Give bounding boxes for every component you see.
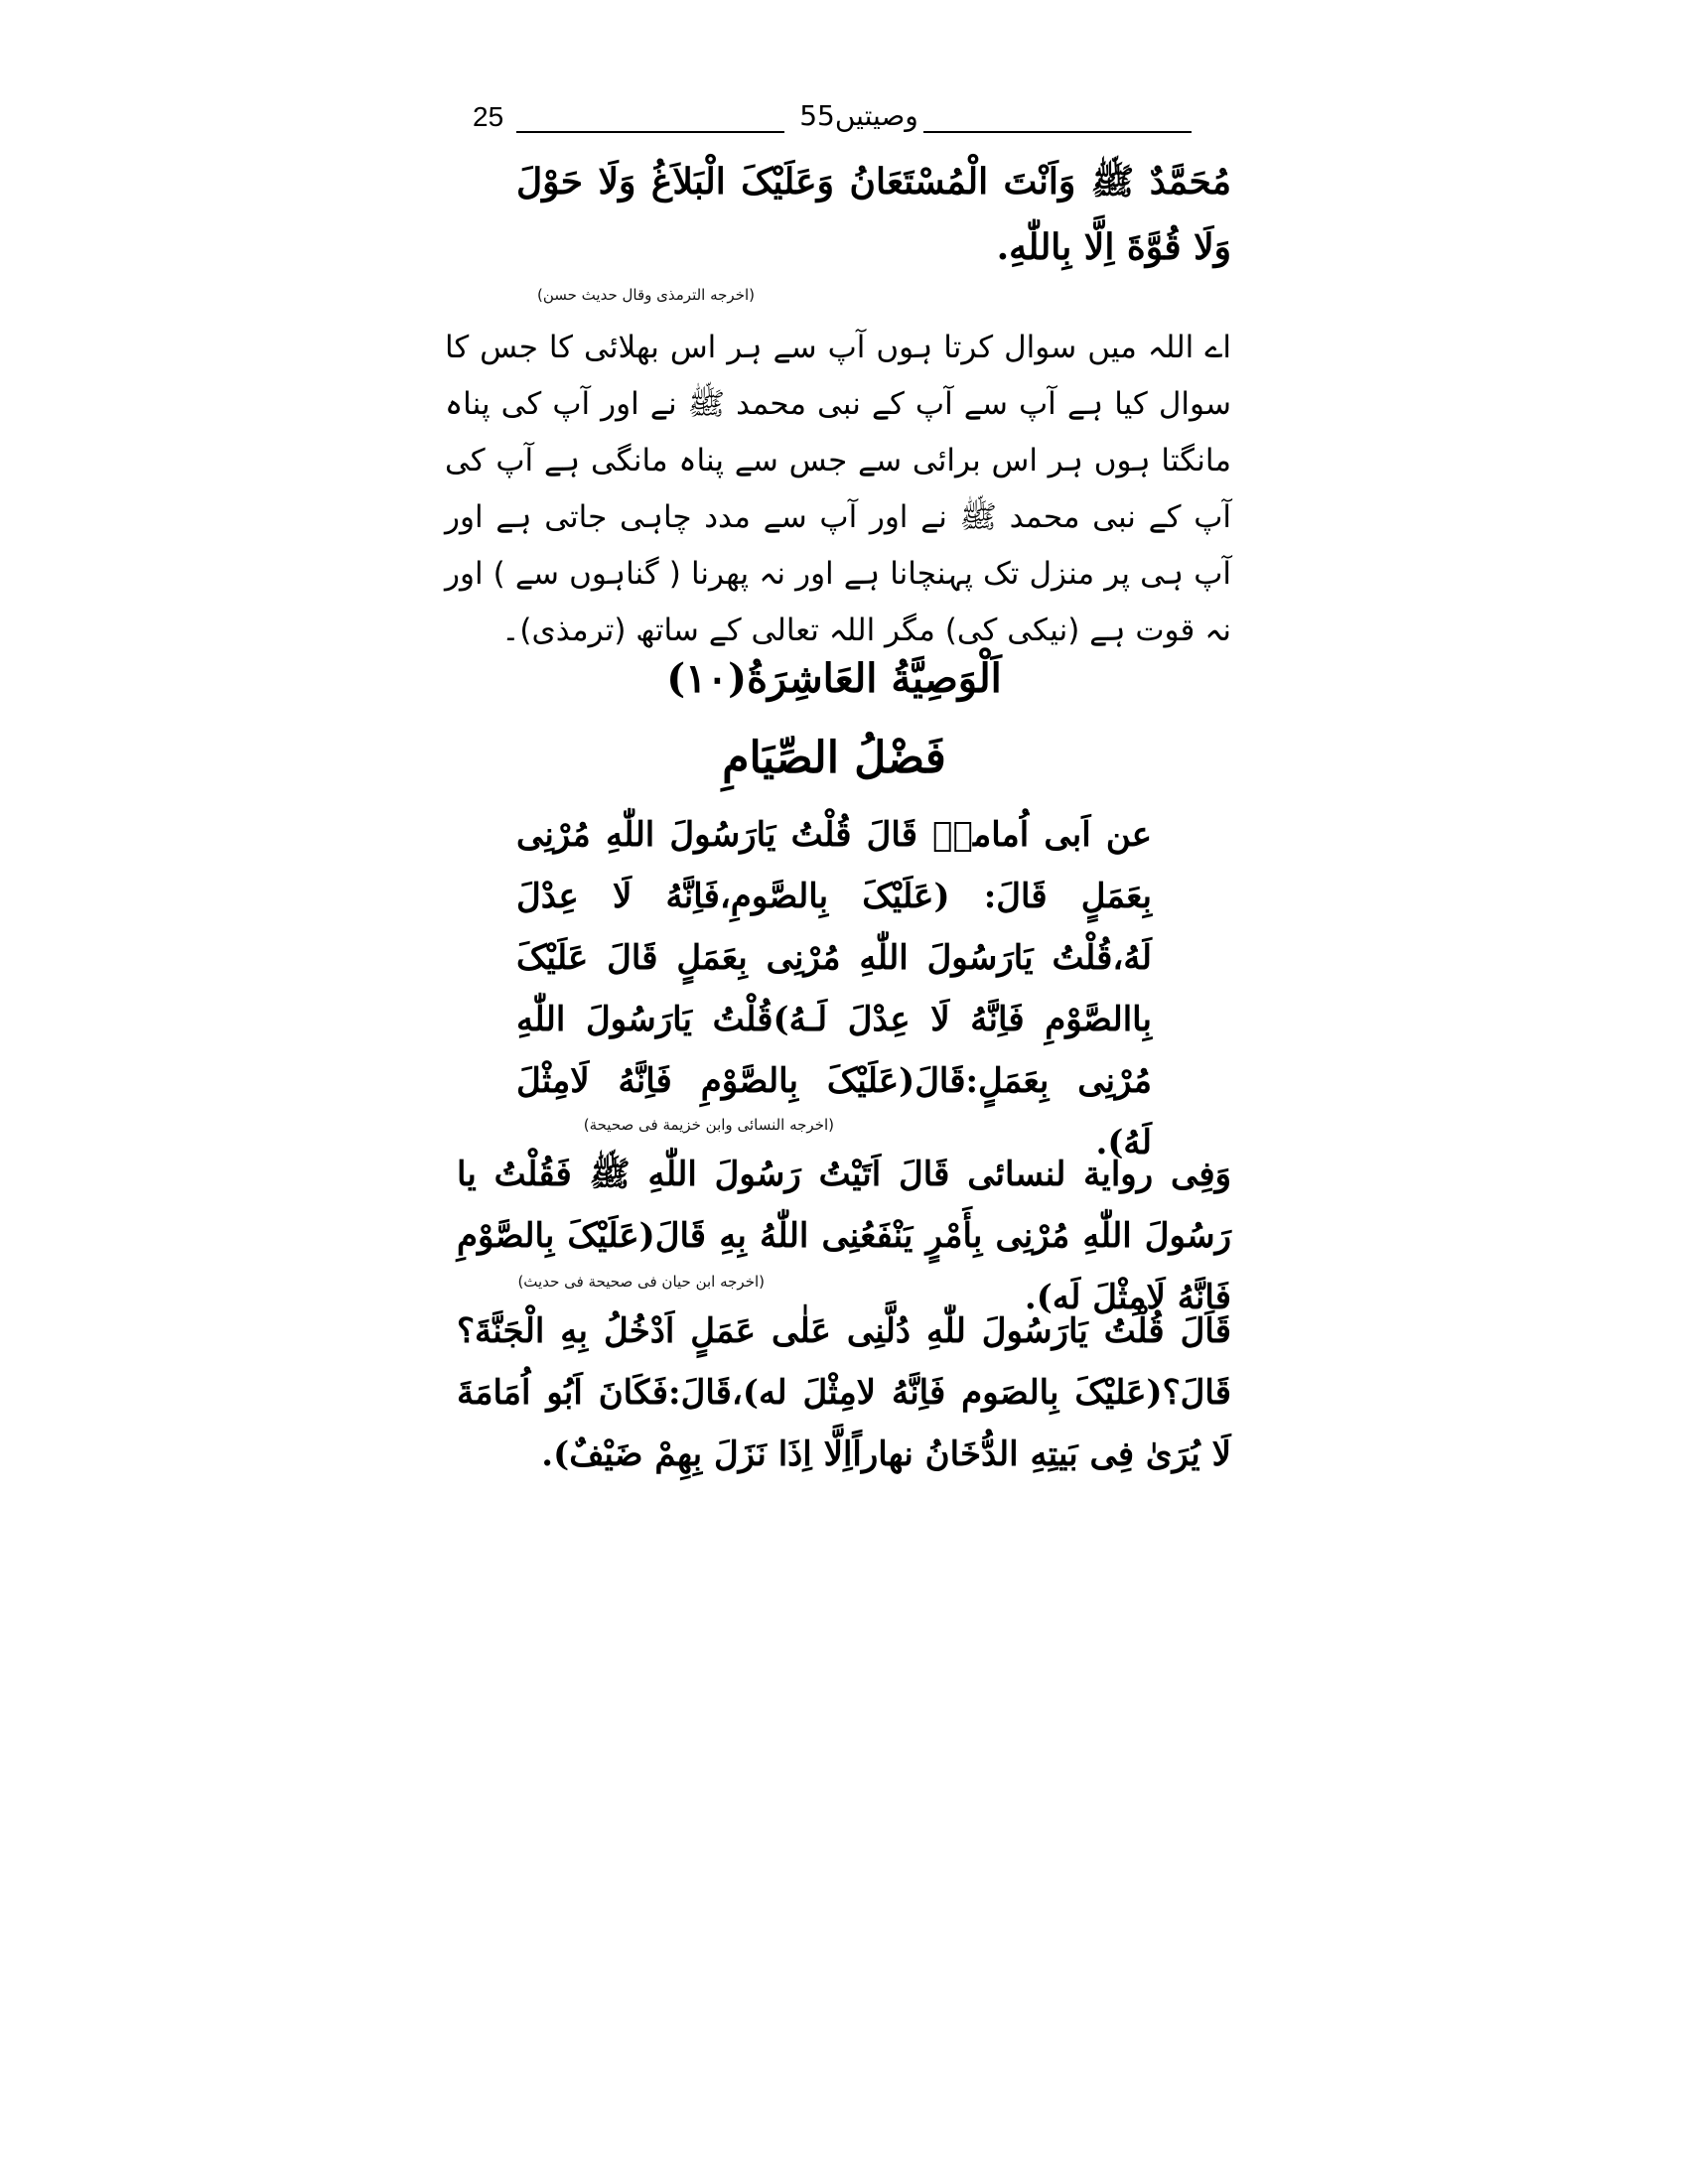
urdu-translation: اے اللہ میں سوال کرتا ہوں آپ سے ہر اس بھلائی کا جس کا سوال کیا ہے آپ سے آپ کے نبی محمد ﷺ نے اور آپ کی پناہ مانگتا ہوں ہر اس برائی سے جس سے پناہ مانگی ہے آپ کی آپ کے نبی محمد ﷺ نے اور آپ سے مدد چاہی جاتی ہے اور آپ ہی پر منزل تک پہنچانا ہے اور نہ پھرنا ( گناہوں سے ) اور نہ قوت ہے (نیکی کی) مگر اللہ تعالی کے ساتھ (ترمذی)۔	[445, 330, 1231, 648]
hadith-entering-jannah: قَالَ قُلْتُ یَارَسُولَ للّٰهِ دُلَّنِی عَلٰی عَمَلٍ اَدْخُلُ بِهِ الْجَنَّةَ؟قَالَ؟(عَلیْکَ بِالصَوم فَاِنَّهُ لامِثْلَ له)،قَالَ:فَکَانَ اَبُو اُمَامَةَ لَا یُرَیٰ فِی بَیتِهِ الدُّخَانُ نهاراًاِلَّا اِذَا نَزَلَ بِهِمْ ضَیْفٌ).	[457, 1311, 1231, 1474]
section-subheading: فَضْلُ الصِّیَامِ	[722, 733, 946, 783]
hadith-abu-umama: عن اَبی اُمامةؓ قَالَ قُلْتُ یَارَسُولَ اللّٰهِ مُرْنِی بِعَمَلٍ قَالَ: (عَلَیْکَ بِالصَّومِ،فَاِنَّهُ لَا عِدْلَ لَهُ،قُلْتُ یَارَسُولَ اللّٰهِ مُرْنِی بِعَمَلٍ قَالَ عَلَیْکَ بِاالصَّوْمِ فَاِنَّهُ لَا عِدْلَ لَـهُ)قُلْتُ یَارَسُولَ اللّٰهِ مُرْنِی بِعَمَلٍ:قَالَ(عَلَیْکَ بِالصَّوْمِ فَاِنَّهُ لَامِثْلَ لَهُ).	[516, 815, 1152, 1162]
header-rule	[516, 131, 784, 133]
page-number: 25	[473, 101, 504, 132]
page-header	[457, 99, 1231, 139]
header-rule	[923, 131, 1192, 133]
reference-ibn-hibban: (اخرجه ابن حیان فی صحیحة فی حدیث)	[517, 1273, 765, 1291]
reference-nasai: (اخرجه النسائی وابن خزیمة فی صحیحة)	[583, 1116, 834, 1134]
dua-arabic: مُحَمَّدٌ ﷺ وَاَنْتَ الْمُسْتَعَانُ وَعَلَیْکَ الْبَلاَغُ وَلَا حَوْلَ وَلَا قُوَّةَ اِلَّا بِاللّٰهِ.	[516, 161, 1231, 268]
hadith-nasai-narration: وَفِی روایة لنسائی قَالَ اَتَیْتُ رَسُولَ اللّٰهِ ﷺ فَقُلْتُ یا رَسُولَ اللّٰهِ مُرْنِی بِأَمْرٍ یَنْفَعُنِی اللّٰهُ بِهِ قَالَ(عَلَیْکَ بِالصَّوْمِ فَاِنَّهُ لَامِثْلَ لَه).	[457, 1155, 1231, 1317]
reference-tirmidhi: (اخرجه الترمذی وقال حدیث حسن)	[536, 286, 755, 304]
book-title: 55وصیتیں	[799, 99, 918, 132]
section-heading: اَلْوَصِیَّةُ العَاشِرَةُ(١٠)	[666, 655, 1002, 702]
